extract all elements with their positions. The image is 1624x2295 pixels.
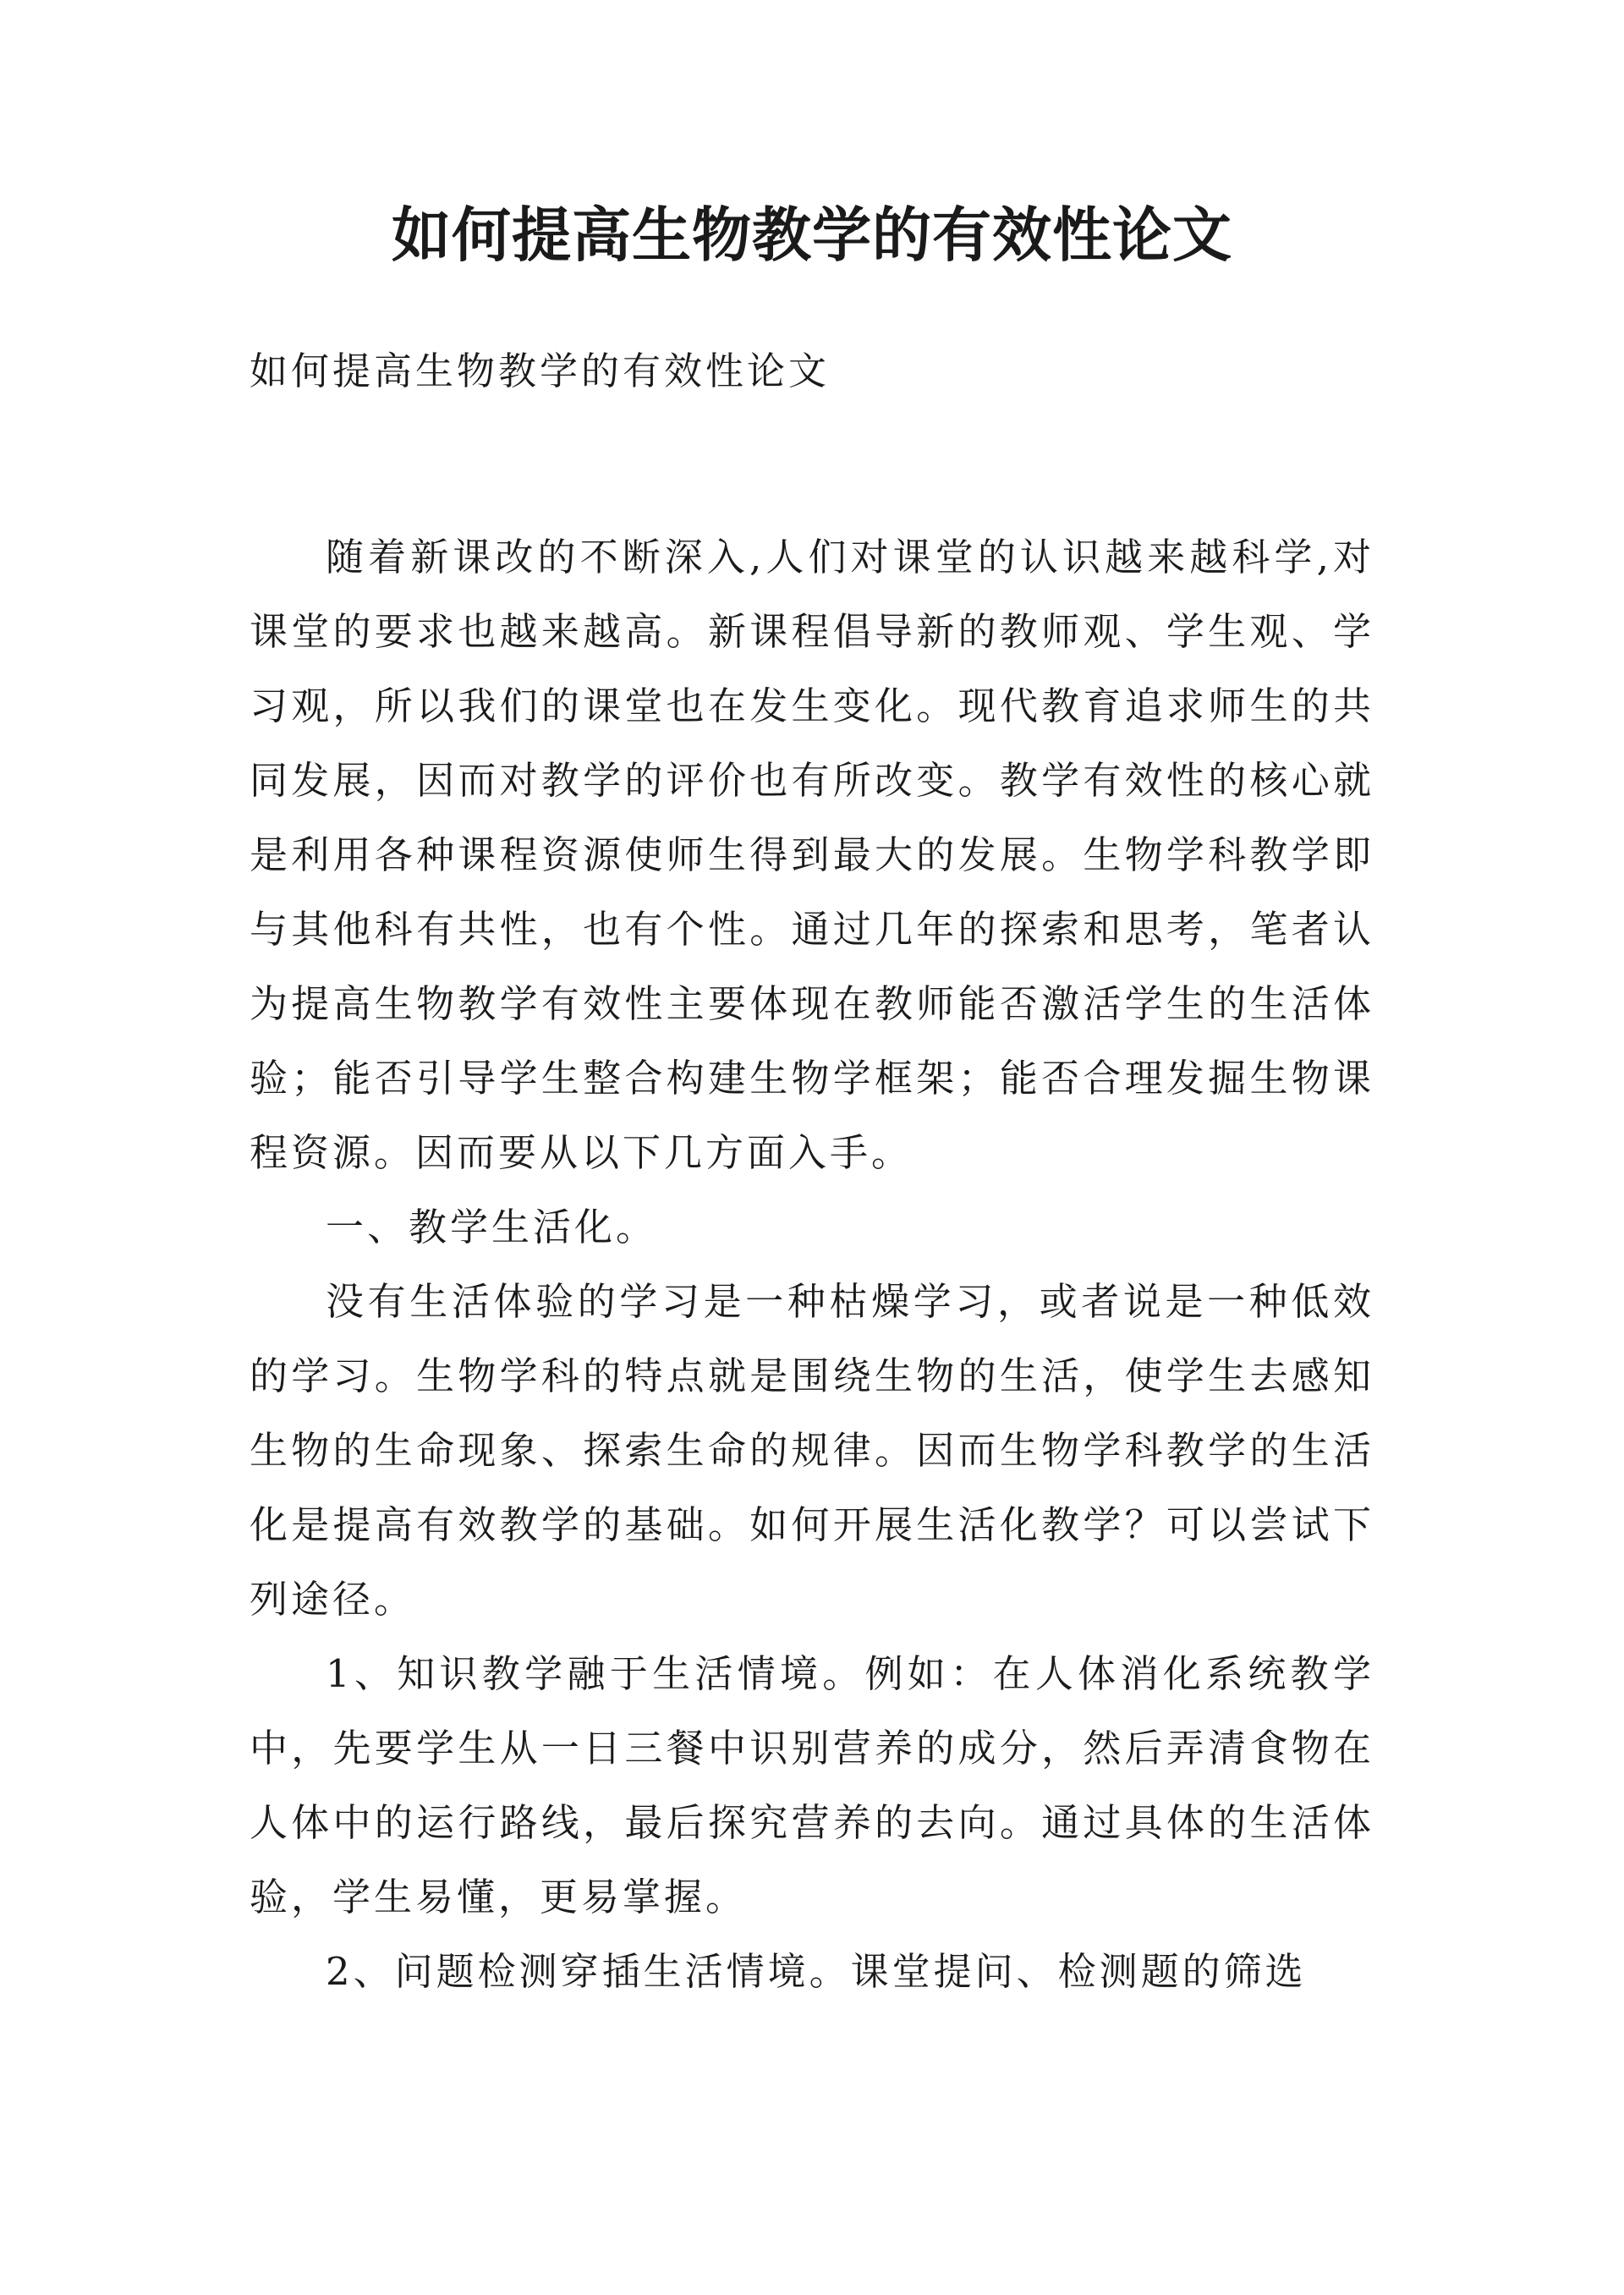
document-title: 如何提高生物教学的有效性论文 xyxy=(392,200,1232,270)
paragraph-item-1: 1、知识教学融于生活情境。例如：在人体消化系统教学中，先要学生从一日三餐中识别营养的成分，然后弄清食物在人体中的运行路线，最后探究营养的去向。通过具体的生活体验，学生易懂，更易掌握。 xyxy=(250,1651,1374,1919)
section-heading: 一、教学生活化。 xyxy=(326,1205,658,1249)
paragraph-item-2: 2、问题检测穿插生活情境。课堂提问、检测题的筛选 xyxy=(326,1949,1307,1994)
paragraph-section-1: 没有生活体验的学习是一种枯燥学习，或者说是一种低效的学习。生物学科的特点就是围绕生物的生活，使学生去感知生物的生命现象、探索生命的规律。因而生物学科教学的生活化是提高有效教学的基础。如何开展生活化教学？可以尝试下列途径。 xyxy=(250,1279,1374,1622)
document-body xyxy=(250,334,1374,2009)
document-subtitle: 如何提高生物教学的有效性论文 xyxy=(250,349,831,393)
paragraph-intro: 随着新课改的不断深入,人们对课堂的认识越来越科学,对课堂的要求也越来越高。新课程倡导新的教师观、学生观、学习观，所以我们的课堂也在发生变化。现代教育追求师生的共同发展，因而对教学的评价也有所改变。教学有效性的核心就是利用各种课程资源使师生得到最大的发展。生物学科教学即与其他科有共性，也有个性。通过几年的探索和思考，笔者认为提高生物教学有效性主要体现在教师能否激活学生的生活体验；能否引导学生整合构建生物学框架；能否合理发掘生物课程资源。因而要从以下几方面入手。 xyxy=(250,535,1374,1175)
